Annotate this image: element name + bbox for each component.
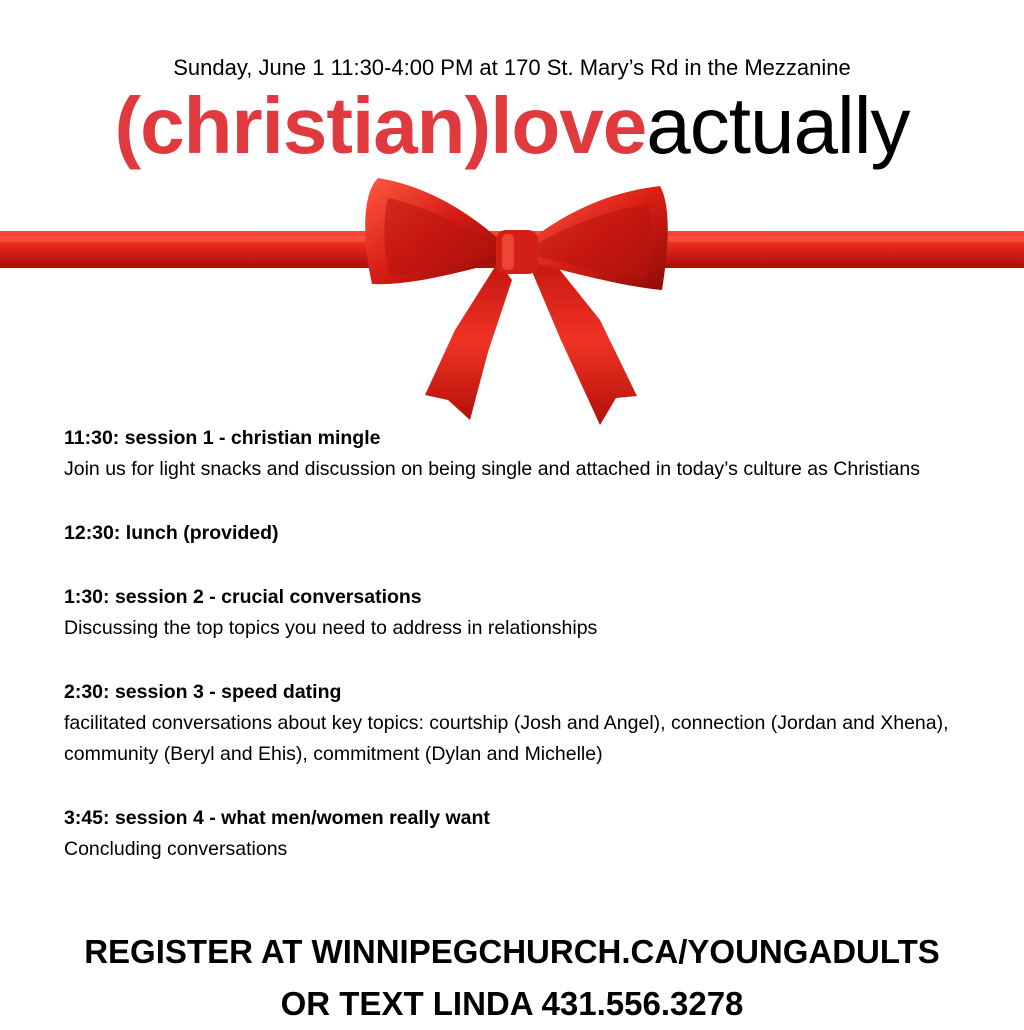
event-title-red: (christian)love <box>114 81 647 170</box>
register-line: REGISTER AT WINNIPEGCHURCH.CA/YOUNGADULTS <box>84 933 940 970</box>
session-description: Concluding conversations <box>64 838 288 860</box>
session-title: 12:30: lunch (provided) <box>64 522 279 544</box>
session-title: 1:30: session 2 - crucial conversations <box>64 586 422 608</box>
schedule <box>64 423 964 898</box>
schedule-item <box>64 803 964 865</box>
event-title <box>0 80 1024 172</box>
event-title-black: actually <box>646 81 910 170</box>
text-contact-line: OR TEXT LINDA 431.556.3278 <box>280 985 744 1022</box>
session-description: Discussing the top topics you need to address in relationships <box>64 617 598 639</box>
session-title: 11:30: session 1 - christian mingle <box>64 427 381 449</box>
schedule-item <box>64 677 964 770</box>
session-title: 3:45: session 4 - what men/women really want <box>64 807 490 829</box>
session-description: Join us for light snacks and discussion on being single and attached in today’s culture as Christians <box>64 458 920 480</box>
red-ribbon-bow-icon <box>0 168 1024 430</box>
event-details: Sunday, June 1 11:30-4:00 PM at 170 St. Mary’s Rd in the Mezzanine <box>173 55 851 80</box>
registration-footer <box>0 926 1024 1030</box>
session-description: facilitated conversations about key topics: courtship (Josh and Angel), connection (Jordan and Xhena), community (Beryl and Ehis), commitment (Dylan and Michelle) <box>64 712 949 765</box>
schedule-item <box>64 423 964 485</box>
session-title: 2:30: session 3 - speed dating <box>64 681 342 703</box>
schedule-item <box>64 582 964 644</box>
schedule-item <box>64 518 964 549</box>
